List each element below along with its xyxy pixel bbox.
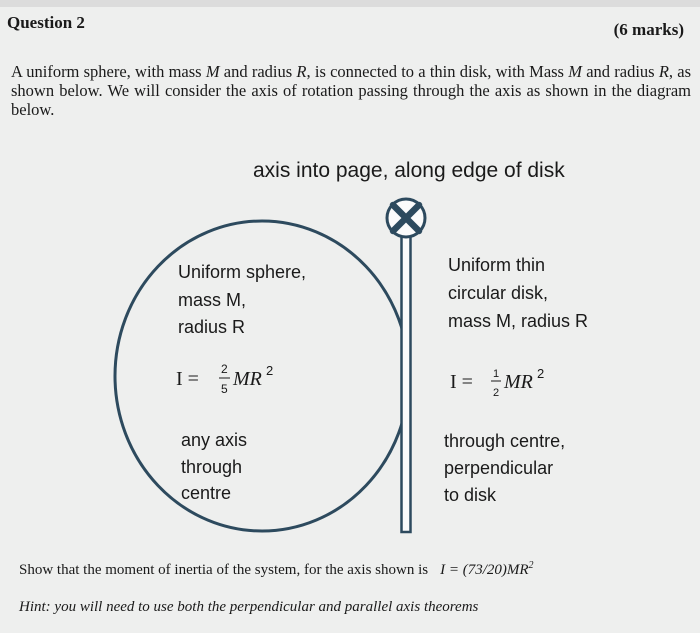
disk-formula-lhs: I = <box>450 371 473 393</box>
sphere-label-line1: Uniform sphere, <box>178 262 307 282</box>
diagram-caption: axis into page, along edge of disk <box>253 159 565 182</box>
disk-label-line2: circular disk, <box>448 283 549 303</box>
sphere-axis-line1: any axis <box>181 430 248 450</box>
disk-axis-line3: to disk <box>444 485 497 505</box>
target-formula: $I = (73/20)MR^2$ <box>440 560 534 578</box>
sphere-formula <box>176 362 273 396</box>
disk-formula-rhs: MR <box>504 371 533 393</box>
sphere-label-line3: radius R <box>178 317 246 337</box>
disk-frac-num: 1 <box>493 368 500 380</box>
sphere-formula-lhs: I = <box>176 368 199 390</box>
sphere-formula-rhs: MR <box>233 368 262 390</box>
disk-formula-exp: 2 <box>537 366 545 381</box>
axis-into-page-icon <box>387 199 425 237</box>
disk-frac-den: 2 <box>493 387 500 399</box>
disk-edge <box>402 236 411 532</box>
sphere-label-line2: mass M, <box>178 290 247 310</box>
question-text: A uniform sphere, with mass M and radius R, is connected to a thin disk, with Mass M and radius R, as shown below. We will consider the axis of rotation passing through the axis as shown in the diagram below. <box>11 62 692 119</box>
hint-text: Hint: you will need to use both the perpendicular and parallel axis theorems <box>19 599 479 615</box>
show-that-text: Show that the moment of inertia of the system, for the axis shown is $I = (73/20)MR^2$ <box>19 560 534 578</box>
disk-label-line3: mass M, radius R <box>448 311 589 331</box>
disk-axis-line2: perpendicular <box>444 458 554 478</box>
marks-label: (6 marks) <box>613 20 684 39</box>
disk-axis-line1: through centre, <box>444 431 566 451</box>
sphere-frac-den: 5 <box>221 382 228 396</box>
sphere-axis-line2: through <box>181 457 243 477</box>
sphere-frac-num: 2 <box>221 362 228 376</box>
diagram <box>0 140 700 550</box>
sphere-axis-line3: centre <box>181 483 232 503</box>
question-title: Question 2 <box>7 13 85 32</box>
disk-formula <box>450 366 544 399</box>
disk-label-line1: Uniform thin <box>448 255 546 275</box>
sphere-formula-exp: 2 <box>266 363 274 378</box>
top-rule <box>0 0 700 7</box>
